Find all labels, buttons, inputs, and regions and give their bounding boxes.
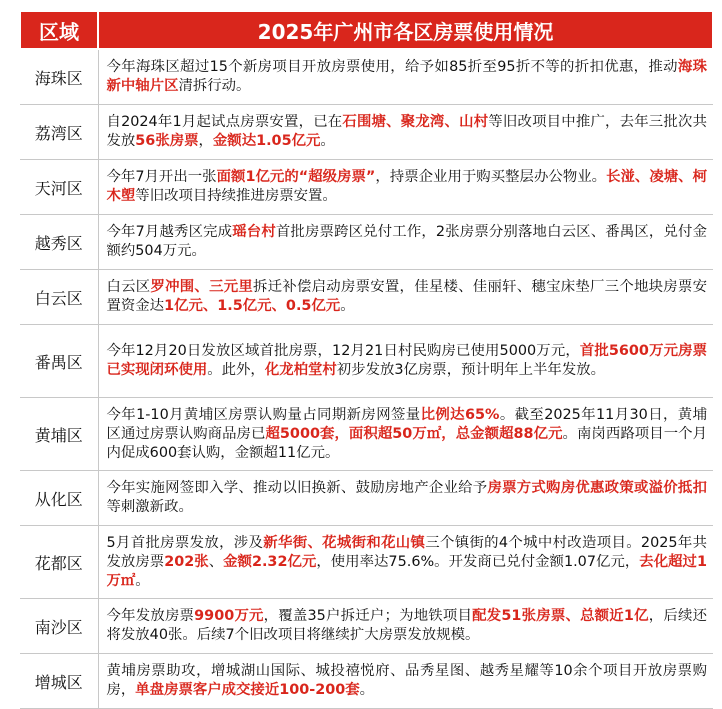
highlight-text: 比例达65%: [420, 406, 500, 423]
highlight-text: 化龙柏堂村: [264, 362, 337, 378]
table-row: [20, 105, 713, 160]
district-description: [98, 49, 713, 105]
table-row: [20, 526, 713, 599]
body-text: 。: [359, 682, 375, 698]
highlight-text: 单盘房票客户成交接近100-200套: [135, 682, 360, 698]
body-text: 等旧改项目持续推进房票安置。: [135, 188, 337, 204]
highlight-text: 石围塘、聚龙湾、山村: [342, 114, 489, 130]
body-text: 。此外，: [207, 362, 265, 378]
body-text: 今年实施网签即入学、推动以旧换新、鼓励房地产企业给予: [106, 480, 488, 496]
district-description: [98, 270, 713, 325]
body-text: 自2024年1月起试点房票安置，已在: [106, 114, 343, 130]
body-text: 今年海珠区超过15个新房项目开放房票使用，给予如85折至95折不等的折扣优惠，推动: [106, 59, 678, 75]
body-text: 拆迁补偿启动房票安置，佳星楼、佳丽轩、穗宝床垫厂三个地块房票安置资金达: [106, 279, 707, 314]
table-row: [20, 654, 713, 709]
district-name: 南沙区: [20, 599, 98, 654]
body-text: 初步发放3亿房票，预计明年上半年发放。: [336, 362, 605, 378]
district-name: 黄埔区: [20, 398, 98, 471]
body-text: ，: [198, 133, 213, 149]
table-row: [20, 270, 713, 325]
district-description: [98, 160, 713, 215]
body-text: 今年7月开出一张: [106, 169, 217, 185]
body-text: 。: [135, 572, 150, 589]
highlight-text: 面额1亿元的“超级房票”: [216, 169, 376, 185]
body-text: 等刺激新政。: [106, 499, 193, 515]
body-text: ，后续还将发放40张。后续7个旧改项目将继续扩大房票发放规模。: [106, 608, 707, 643]
district-name: 海珠区: [20, 49, 98, 105]
body-text: 。南岗西路项目一个月内促成600套认购，金额超11亿元。: [106, 425, 707, 461]
district-name: 从化区: [20, 471, 98, 526]
highlight-text: 金额达1.05亿元: [212, 133, 321, 149]
table-row: [20, 599, 713, 654]
highlight-text: 1亿元、1.5亿元、0.5亿元: [164, 298, 341, 314]
highlight-text: 罗冲围、三元里: [150, 279, 254, 295]
district-description: [98, 325, 713, 398]
district-name: 天河区: [20, 160, 98, 215]
body-text: 5月首批房票发放，涉及: [106, 534, 264, 551]
body-text: 白云区: [106, 279, 151, 295]
housing-ticket-table: [19, 10, 714, 709]
district-description: [98, 398, 713, 471]
district-name: 花都区: [20, 526, 98, 599]
body-text: ，使用率达75.6%。开发商已兑付金额1.07亿元，: [316, 553, 640, 570]
table-row: [20, 398, 713, 471]
body-text: 、: [208, 553, 224, 570]
body-text: 等旧改项目中推广，去年三批次共发放: [106, 114, 707, 149]
body-text: 三个镇街的4个城中村改造项目。2025年共发放房票: [106, 534, 707, 570]
highlight-text: 海珠新中轴片区: [106, 59, 707, 94]
highlight-text: 56张房票: [135, 133, 199, 149]
table-body: [20, 49, 713, 709]
body-text: 。: [340, 298, 355, 314]
table-row: [20, 49, 713, 105]
body-text: 清拆行动。: [178, 78, 251, 94]
highlight-text: 长湴、凌塘、柯木塱: [106, 169, 707, 204]
body-text: 今年发放房票: [106, 608, 195, 624]
table-row: [20, 215, 713, 270]
district-name: 增城区: [20, 654, 98, 709]
table-row: [20, 325, 713, 398]
district-description: [98, 599, 713, 654]
district-description: [98, 105, 713, 160]
highlight-text: 金额2.32亿元: [223, 553, 317, 570]
housing-ticket-table-container: [19, 10, 714, 709]
highlight-text: 首批5600万元房票已实现闭环使用: [106, 343, 707, 378]
body-text: 今年12月20日发放区域首批房票，12月21日村民购房已使用5000万元，: [106, 343, 580, 359]
body-text: ，持票企业用于购买整层办公物业。: [375, 169, 607, 185]
highlight-text: 房票方式购房优惠政策或溢价抵扣: [487, 480, 707, 496]
district-description: [98, 526, 713, 599]
highlight-text: 配发51张房票、总额近1亿: [472, 608, 649, 624]
table-header-row: [20, 11, 713, 49]
district-description: [98, 654, 713, 709]
highlight-text: 超5000套，面积超50万㎡，总金额超88亿元: [265, 425, 563, 442]
body-text: ，覆盖35户拆迁户；为地铁项目: [263, 608, 473, 624]
body-text: 首批房票跨区兑付工作，2张房票分别落地白云区、番禺区，兑付金额约504万元。: [106, 224, 707, 259]
highlight-text: 新华街、花城街和花山镇: [263, 534, 426, 551]
district-name: 越秀区: [20, 215, 98, 270]
district-name: 荔湾区: [20, 105, 98, 160]
table-row: [20, 471, 713, 526]
body-text: 今年1-10月黄埔区房票认购量占同期新房网签量: [106, 406, 421, 423]
district-name: 番禺区: [20, 325, 98, 398]
body-text: 今年7月越秀区完成: [106, 224, 233, 240]
body-text: 黄埔房票助攻，增城湖山国际、城投禧悦府、品秀星图、越秀星耀等10余个项目开放房票购房，: [106, 663, 707, 698]
header-title: 2025年广州市各区房票使用情况: [98, 11, 713, 49]
table-row: [20, 160, 713, 215]
body-text: 。: [320, 133, 335, 149]
body-text: 。截至2025年11月30日，黄埔区通过房票认购商品房已: [106, 406, 707, 442]
district-description: [98, 471, 713, 526]
highlight-text: 去化超过1万㎡: [106, 553, 707, 589]
district-description: [98, 215, 713, 270]
highlight-text: 9900万元: [194, 608, 264, 624]
district-name: 白云区: [20, 270, 98, 325]
highlight-text: 202张: [164, 553, 209, 570]
header-district: 区域: [20, 11, 98, 49]
highlight-text: 瑶台村: [232, 224, 276, 240]
